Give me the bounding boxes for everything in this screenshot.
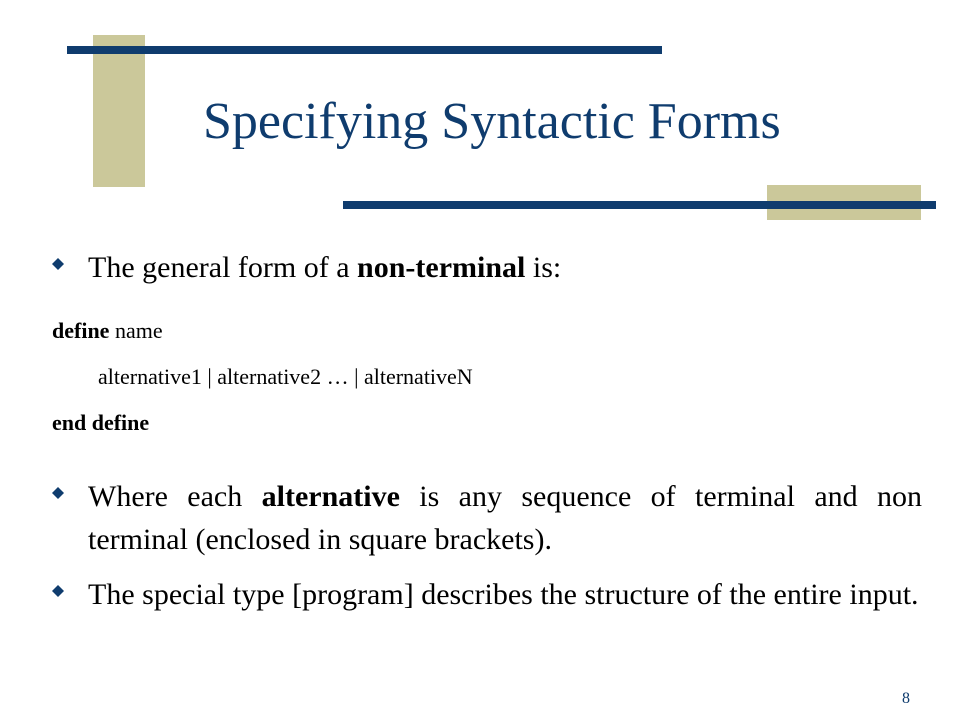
code-line-end-define: end define [52,410,150,435]
diamond-bullet-icon [52,573,88,616]
bullet-text: The special type [program] describes the structure of the entire input. [88,578,919,611]
slide-title: Specifying Syntactic Forms [203,93,781,150]
decorative-navy-line-top [67,46,662,54]
code-line-define: define name [52,318,163,343]
code-line-alternatives: alternative1 | alternative2 … | alternativeN [98,364,473,389]
page-number: 8 [902,690,910,707]
bullet-item-1 [52,246,561,289]
bold-term: alternative [261,480,400,513]
bullet-item-2 [52,475,922,561]
bullet-text: The general form of a non-terminal is: [88,251,562,284]
diamond-bullet-icon [52,475,88,561]
bullet-item-3 [52,573,922,616]
decorative-tan-block-left [93,35,145,187]
diamond-bullet-icon [52,246,88,289]
define-keyword: define [52,318,110,343]
bullet-text: Where each alternative is any sequence of terminal and non terminal (enclosed in square brackets). [88,480,922,556]
bold-term: non-terminal [357,251,526,284]
decorative-navy-line-bottom [343,201,936,209]
